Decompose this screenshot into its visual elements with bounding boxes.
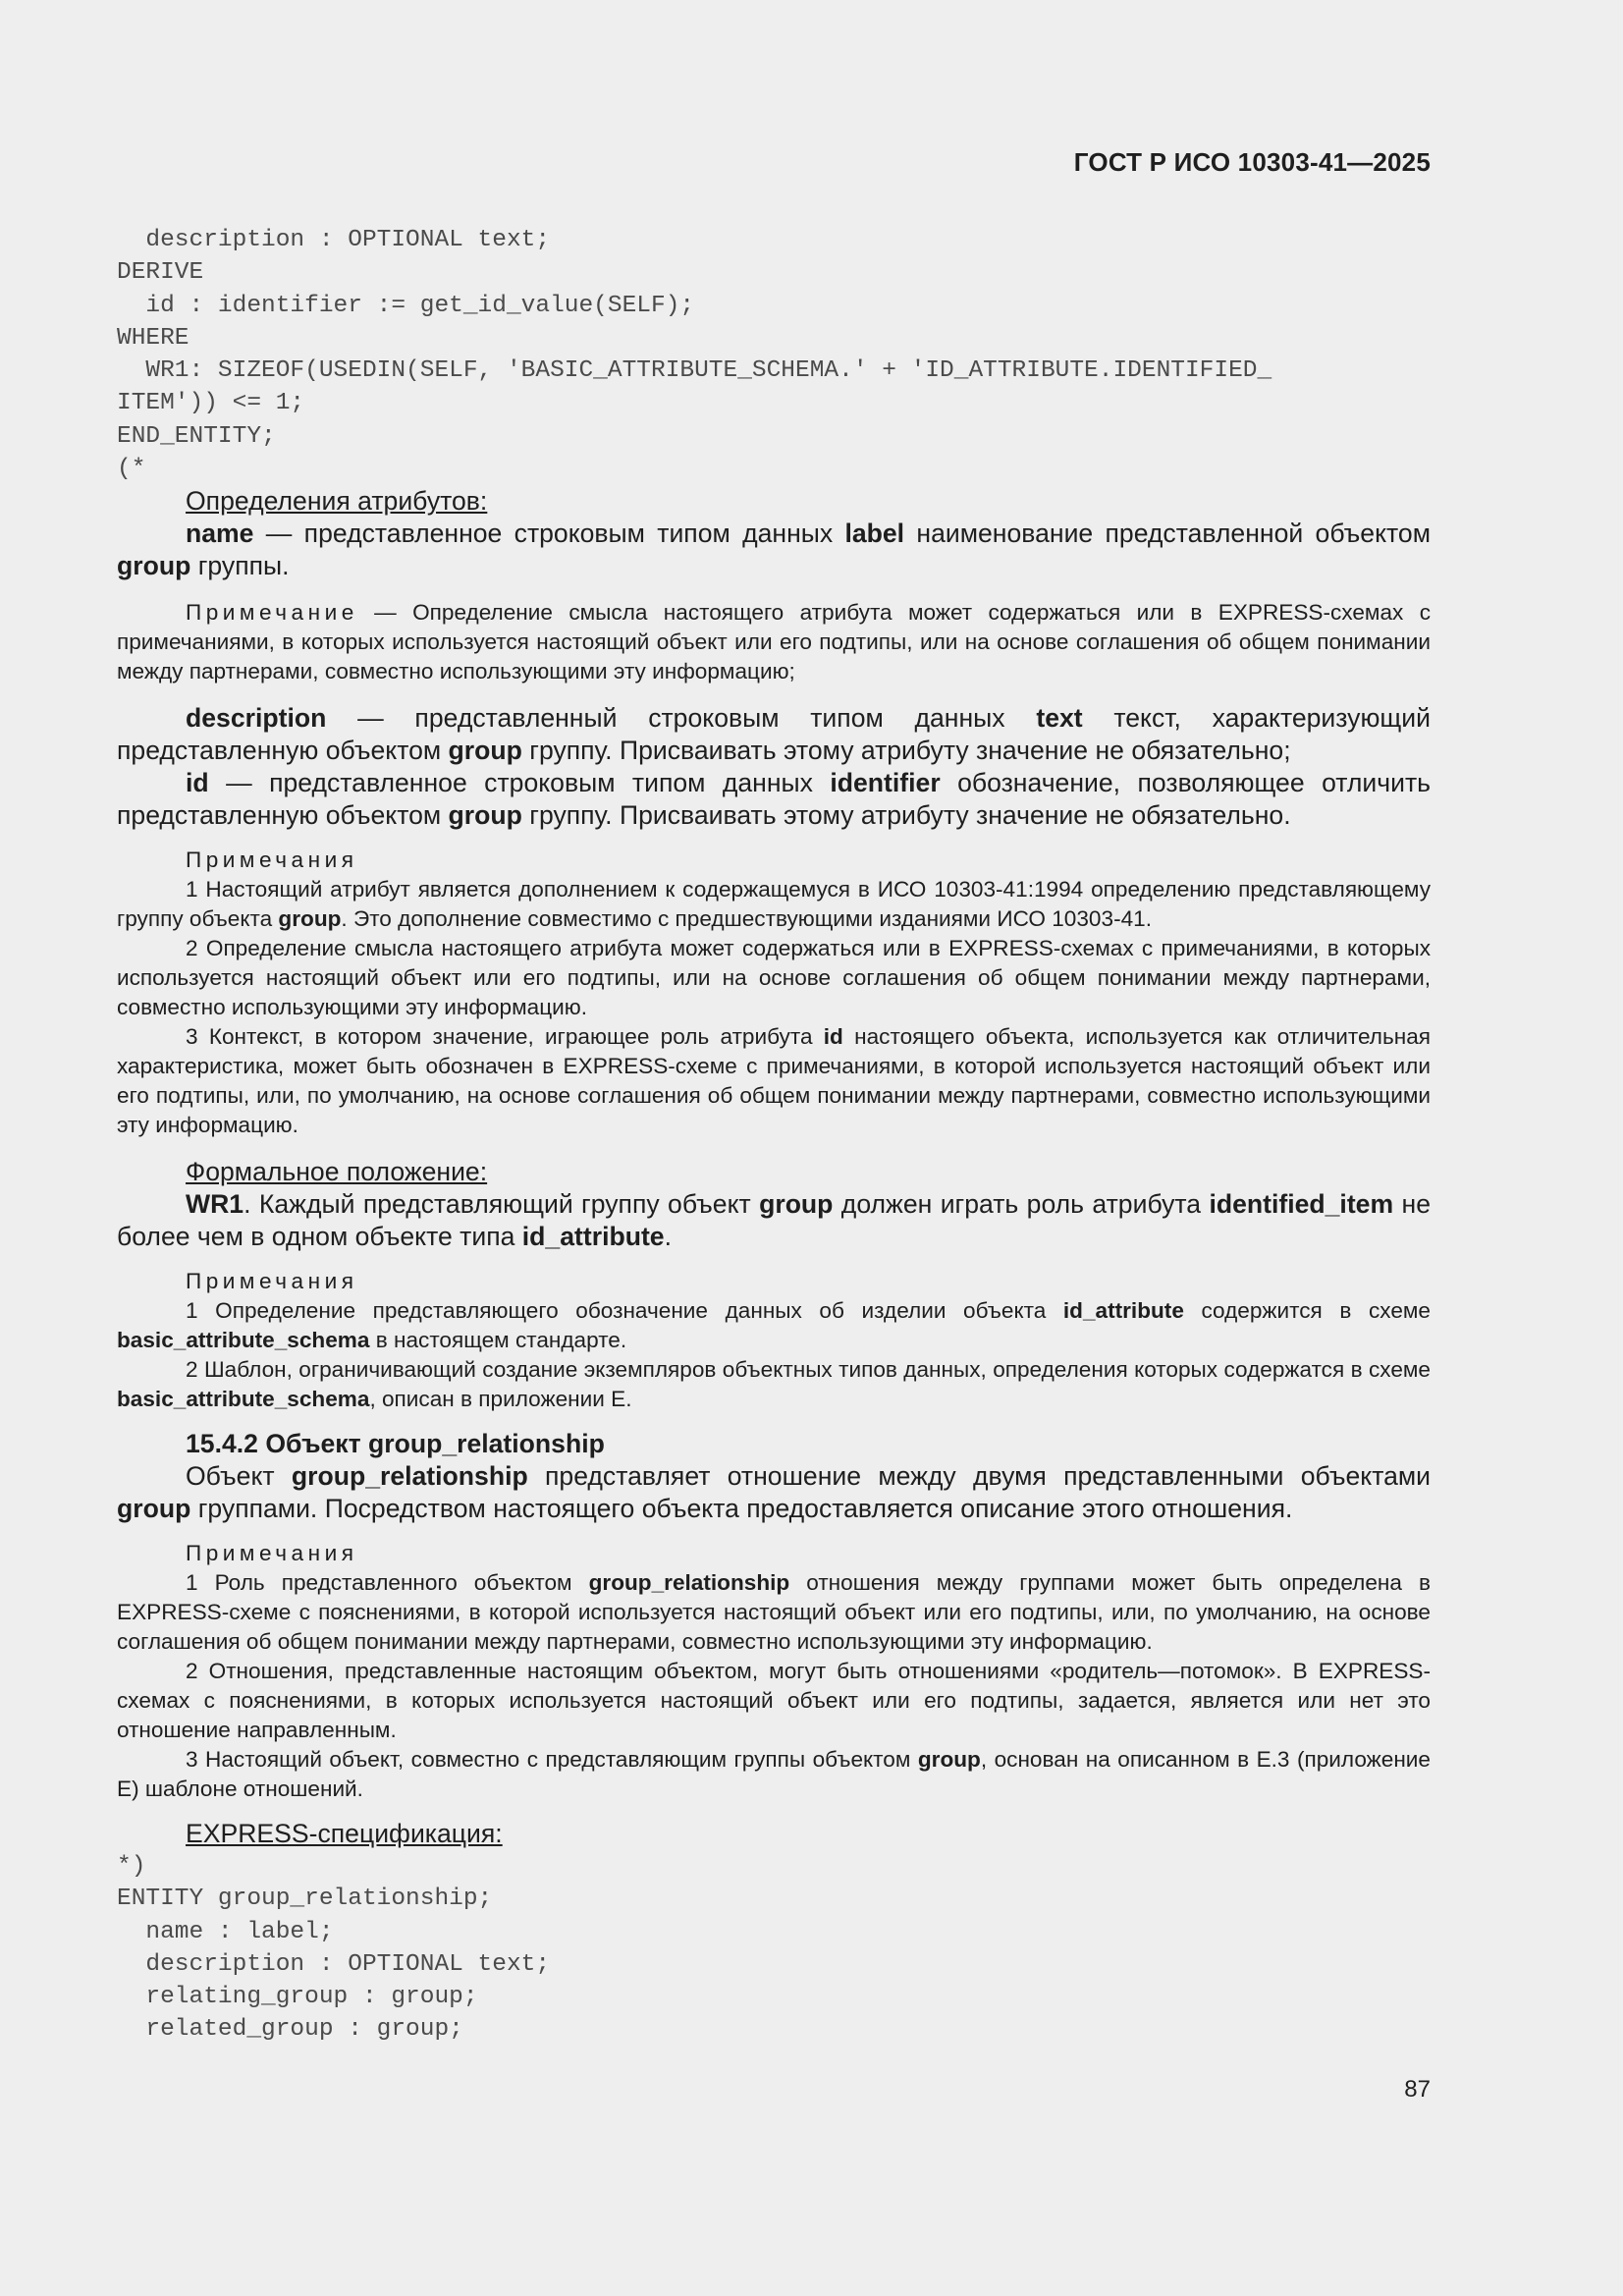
page-number: 87 bbox=[1404, 2076, 1431, 2103]
section-note-2: 2 Отношения, представленные настоящим объектом, могут быть отношениями «родитель—потомок». В EXPRESS-схемах с пояснениями, в которых используется настоящий объект или его подтипы, задается, является или нет это отношение направленным. bbox=[117, 1659, 1431, 1742]
attr-note-3: 3 Контекст, в котором значение, играющее роль атрибута id настоящего объекта, используется как отличительная характеристика, может быть обозначен в EXPRESS-схеме с примечаниями, в которой используется настоящий объект или его подтипы, или, по умолчанию, на основе соглашения об общем понимании между партнерами, совместно использующими эту информацию. bbox=[117, 1024, 1431, 1137]
express-spec-heading: EXPRESS-спецификация: bbox=[186, 1819, 503, 1848]
attr-note-1: 1 Настоящий атрибут является дополнением к содержащемуся в ИСО 10303-41:1994 определению представляющему группу объекта group. Это дополнение совместимо с предшествующими изданиями ИСО 10303-41. bbox=[117, 877, 1431, 931]
attribute-definitions bbox=[117, 485, 1431, 2047]
attr-note-2: 2 Определение смысла настоящего атрибута может содержаться или в EXPRESS-схемах с примечаниями, в которых используется настоящий объект или его подтипы, или на основе соглашения об общем понимании между партнерами, совместно использующими эту информацию. bbox=[117, 936, 1431, 1019]
section-note-1: 1 Роль представленного объектом group_relationship отношения между группами может быть определена в EXPRESS-схеме с пояснениями, в которой используется настоящий объект или его подтипы, или, по умолчанию, на основе соглашения об общем понимании между партнерами, совместно использующими эту информацию. bbox=[117, 1570, 1431, 1654]
section-note-3: 3 Настоящий объект, совместно с представляющим группы объектом group, основан на описанном в E.3 (приложение E) шаблоне отношений. bbox=[117, 1747, 1431, 1801]
attr-description-def: description — представленный строковым типом данных text текст, характеризующий представленную объектом group группу. Присваивать этому атрибуту значение не обязательно; bbox=[117, 703, 1431, 765]
express-code-top: description : OPTIONAL text; DERIVE id : identifier := get_id_value(SELF); WHERE WR1: SIZEOF(USEDIN(SELF, 'BASIC_ATTRIBUTE_SCHEMA.' + 'ID_ATTRIBUTE.IDENTIFIED_ ITEM')) <= 1; END_ENTITY; (* bbox=[117, 227, 1272, 483]
section-heading: 15.4.2 Объект group_relationship bbox=[186, 1429, 605, 1458]
attr-notes-label: Примечания bbox=[186, 847, 358, 872]
document-id-header: ГОСТ Р ИСО 10303-41—2025 bbox=[1073, 147, 1431, 177]
attr-defs-heading: Определения атрибутов: bbox=[186, 486, 488, 516]
formal-heading: Формальное положение: bbox=[186, 1157, 488, 1186]
formal-note-2: 2 Шаблон, ограничивающий создание экземпляров объектных типов данных, определения которых содержатся в схеме basic_attribute_schema, описан в приложении E. bbox=[117, 1357, 1431, 1411]
attr-note: Примечание — Определение смысла настоящего атрибута может содержаться или в EXPRESS-схемах с примечаниями, в которых используется настоящий объект или его подтипы, или на основе соглашения об общем понимании между партнерами, совместно использующими эту информацию; bbox=[117, 600, 1431, 683]
formal-wr1: WR1. Каждый представляющий группу объект group должен играть роль атрибута identified_item не более чем в одном объекте типа id_attribute. bbox=[117, 1189, 1431, 1251]
express-code-bottom: *) ENTITY group_relationship; name : label; description : OPTIONAL text; relating_group : group; related_group : group; bbox=[117, 1853, 551, 2044]
attr-id-def: id — представленное строковым типом данных identifier обозначение, позволяющее отличить представленную объектом group группу. Присваивать этому атрибуту значение не обязательно. bbox=[117, 768, 1431, 830]
formal-notes-label: Примечания bbox=[186, 1269, 358, 1293]
attr-name-def: name — представленное строковым типом данных label наименование представленной объектом group группы. bbox=[117, 519, 1431, 580]
section-intro: Объект group_relationship представляет отношение между двумя представленными объектами group группами. Посредством настоящего объекта предоставляется описание этого отношения. bbox=[117, 1461, 1431, 1523]
section-notes-label: Примечания bbox=[186, 1541, 358, 1565]
formal-note-1: 1 Определение представляющего обозначение данных об изделии объекта id_attribute содержится в схеме basic_attribute_schema в настоящем стандарте. bbox=[117, 1298, 1431, 1352]
